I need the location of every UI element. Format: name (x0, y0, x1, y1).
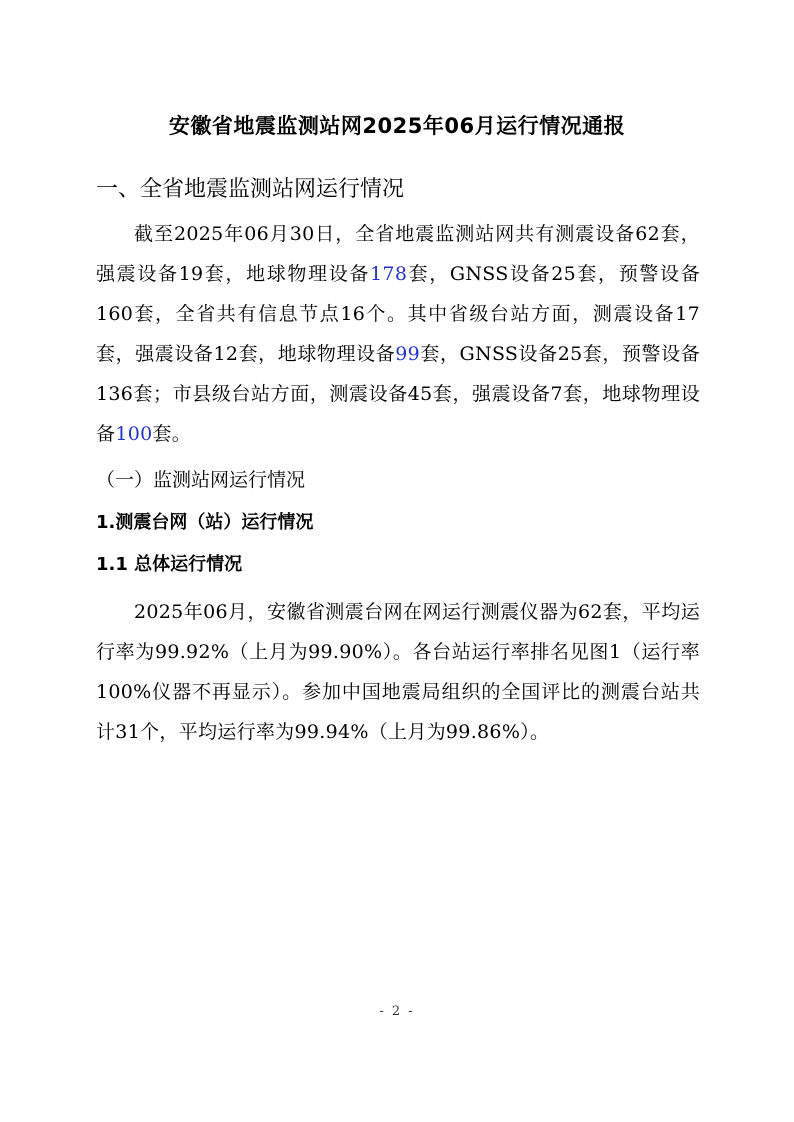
network-summary-paragraph (96, 214, 700, 454)
page-number: - 2 - (379, 1004, 415, 1019)
highlighted-number: 178 (370, 263, 408, 285)
document-title: 安徽省地震监测站网2025年06月运行情况通报 (168, 114, 626, 138)
section-heading: 一、全省地震监测站网运行情况 (96, 177, 405, 202)
item-heading: 1.1 总体运行情况 (96, 554, 243, 575)
paragraph-text: 套，GNSS设备25套，预警设备136套；市县级台站方面，测震设备45套，强震设备7套，地球物理设备 (96, 343, 701, 445)
paragraph-text: 套，GNSS设备25套，预警设备160套，全省共有信息节点16个。其中省级台站方面，测震设备17套，强震设备12套，地球物理设备 (96, 263, 700, 365)
overall-operation-paragraph: 2025年06月，安徽省测震台网在网运行测震仪器为62套，平均运行率为99.92%（上月为99.90%）。各台站运行率排名见图1（运行率100%仪器不再显示）。参加中国地震局组织的全国评比的测震台站共计31个，平均运行率为99.94%（上月为99.86%）。 (96, 601, 700, 743)
paragraph-text: 截至2025年06月30日，全省地震监测站网共有测震设备62套，强震设备19套，地球物理设备 (96, 223, 700, 285)
paragraph-text: 套。 (152, 423, 192, 445)
subsection-heading: （一）监测站网运行情况 (96, 469, 306, 491)
highlighted-number: 99 (395, 343, 421, 365)
highlighted-number: 100 (115, 423, 153, 445)
subsubsection-heading: 1.测震台网（站）运行情况 (96, 512, 314, 533)
